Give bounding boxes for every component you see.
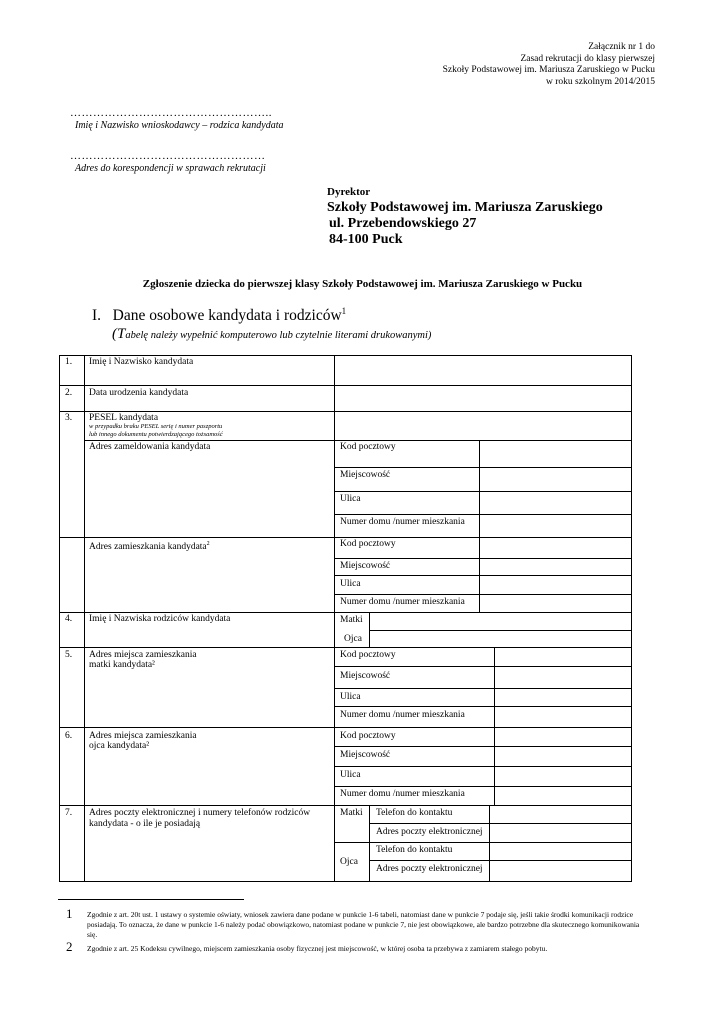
footnote-2-text: Zgodnie z art. 25 Kodeksu cywilnego, miejscem zamieszkania osoby fizycznej jest miejscowość, w której osoba ta przebywa z zamiarem stałego pobytu. [87, 944, 548, 953]
registered-address-label: Adres zameldowania kandydata [89, 442, 211, 452]
father-contact-label: Ojca [340, 857, 358, 867]
mother-house-number-label: Numer domu /numer mieszkania [340, 710, 465, 720]
father-city-label: Miejscowość [340, 750, 391, 760]
row-5-label-1: Adres miejsca zamieszkania [89, 650, 197, 660]
residence-street-label: Ulica [340, 579, 361, 589]
registered-city-label: Miejscowość [340, 470, 391, 480]
registered-street-label: Ulica [340, 494, 361, 504]
row-6-label-1: Adres miejsca zamieszkania [89, 731, 197, 741]
row-7-label-2: kandydata - o ile je posiadają [89, 819, 201, 829]
birth-date-field[interactable] [336, 387, 630, 410]
candidate-name-field[interactable] [336, 358, 630, 384]
addressee-city: 84-100 Puck [329, 232, 403, 247]
registered-house-number-label: Numer domu /numer mieszkania [340, 517, 465, 527]
footnote-separator [58, 899, 244, 900]
row-4-number: 4. [65, 614, 73, 624]
row-4-label: Imię i Nazwiska rodziców kandydata [89, 614, 231, 624]
section-note [112, 326, 431, 343]
correspondence-address-dots[interactable]: …………………………………………… [70, 150, 266, 162]
row-3-label: PESEL kandydata [89, 413, 159, 423]
footnote-1-number: 1 [66, 906, 73, 921]
mother-street-label: Ulica [340, 692, 361, 702]
residence-house-number-label: Numer domu /numer mieszkania [340, 597, 465, 607]
residence-city-label: Miejscowość [340, 561, 391, 571]
mother-phone-label: Telefon do kontaktu [376, 808, 453, 818]
father-street-label: Ulica [340, 770, 361, 780]
father-name-label: Ojca [344, 634, 362, 644]
footnote-2-number: 2 [66, 939, 73, 954]
father-postal-code-label: Kod pocztowy [340, 731, 396, 741]
appendix-line-3: Szkoły Podstawowej im. Mariusza Zaruskiego w Pucku [442, 65, 655, 75]
section-title-footnote-ref: 1 [341, 306, 347, 316]
row-5-number: 5. [65, 650, 73, 660]
row-1-number: 1. [65, 357, 73, 367]
mother-name-label: Matki [340, 615, 363, 625]
footnote-1-text: Zgodnie z art. 20t ust. 1 ustawy o systemie oświaty, wniosek zawiera dane podane w punkcie 1-6 tabeli, natomiast dane w punkcie 7 podaje się, jeśli takie środki komunikacji rodzice posiadają. To oznacza, że dane w punkcie 1-6 należy podać obowiązkowo, natomiast podane w punkcie 7, nie jest obowiązkowe, ale bardzo potrzebne dla skutecznego komunikowania się. [87, 910, 640, 939]
row-5-label-2: matki kandydata² [89, 660, 155, 670]
father-house-number-label: Numer domu /numer mieszkania [340, 789, 465, 799]
appendix-line-1: Załącznik nr 1 do [588, 42, 655, 52]
row-1-label: Imię i Nazwisko kandydata [89, 357, 194, 367]
father-phone-label: Telefon do kontaktu [376, 845, 453, 855]
appendix-line-4: w roku szkolnym 2014/2015 [546, 76, 655, 87]
residence-postal-code-label: Kod pocztowy [340, 539, 396, 549]
addressee-street: ul. Przebendowskiego 27 [329, 216, 477, 231]
section-note-paren: ( [112, 326, 117, 342]
appendix-line-2: Zasad rekrutacji do klasy pierwszej [520, 53, 655, 64]
mother-postal-code-label: Kod pocztowy [340, 650, 396, 660]
applicant-name-dots[interactable]: …………………………………………….. [70, 107, 272, 119]
row-2-label: Data urodzenia kandydata [89, 388, 189, 398]
residence-address-footnote-ref: 2 [206, 541, 210, 547]
row-3-hint-2: lub innego dokumentu potwierdzającego tożsamość [89, 431, 223, 438]
pesel-field[interactable] [336, 413, 630, 439]
residence-address-text: Adres zamieszkania kandydata [89, 542, 207, 553]
row-6-number: 6. [65, 731, 73, 741]
mother-contact-label: Matki [340, 808, 363, 818]
residence-address-label [89, 539, 210, 553]
row-3-number: 3. [65, 413, 73, 423]
form-heading: Zgłoszenie dziecka do pierwszej klasy Szkoły Podstawowej im. Mariusza Zaruskiego w Pucku [142, 278, 583, 290]
row-7-label-1: Adres poczty elektronicznej i numery telefonów rodziców [89, 808, 311, 818]
section-note-first-letter: T [117, 326, 126, 342]
correspondence-address-caption: Adres do korespondencji w sprawach rekrutacji [75, 163, 266, 174]
row-7-number: 7. [65, 808, 73, 818]
father-email-label: Adres poczty elektronicznej [376, 864, 483, 874]
mother-city-label: Miejscowość [340, 671, 391, 681]
section-number: I. [92, 307, 102, 325]
row-2-number: 2. [65, 388, 73, 398]
mother-email-label: Adres poczty elektronicznej [376, 827, 483, 837]
addressee-school: Szkoły Podstawowej im. Mariusza Zaruskiego [327, 200, 603, 215]
section-title-text: Dane osobowe kandydata i rodziców [112, 307, 342, 325]
section-title [92, 306, 346, 325]
section-note-text: abelę należy wypełnić komputerowo lub czytelnie literami drukowanymi) [125, 330, 432, 341]
row-6-label-2: ojca kandydata² [89, 741, 150, 751]
row-3-hint-1: w przypadku braku PESEL serię i numer paszportu [89, 423, 223, 430]
registered-postal-code-label: Kod pocztowy [340, 442, 396, 452]
appendix-note [395, 42, 655, 88]
applicant-name-caption: Imię i Nazwisko wnioskodawcy – rodzica kandydata [75, 120, 284, 131]
addressee-title: Dyrektor [327, 186, 371, 198]
